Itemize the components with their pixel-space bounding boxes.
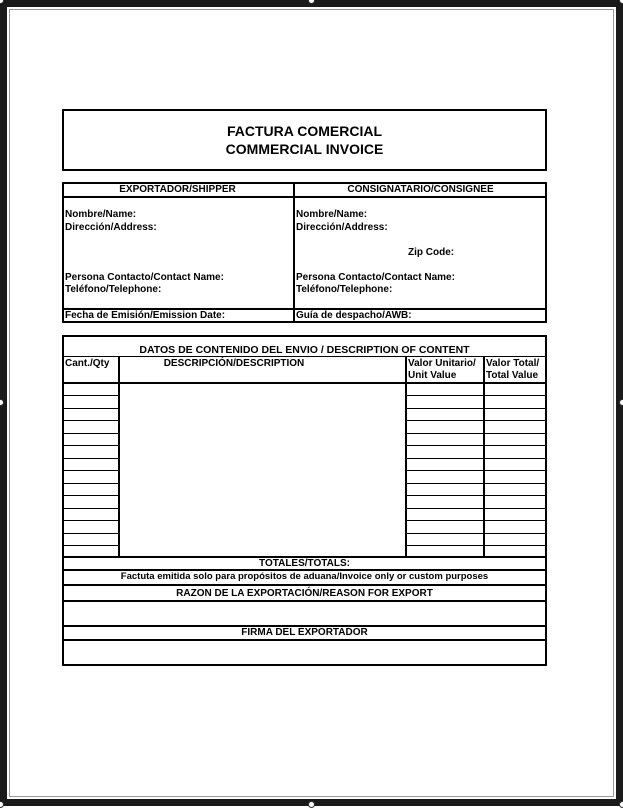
item-row-line xyxy=(405,520,483,521)
item-row-line xyxy=(483,408,547,409)
item-row-line xyxy=(405,508,483,509)
item-row-line xyxy=(483,520,547,521)
item-row-line xyxy=(405,420,483,421)
title-line-2: COMMERCIAL INVOICE xyxy=(225,141,384,157)
item-row-line xyxy=(62,420,118,421)
consignee-phone-label: Teléfono/Telephone: xyxy=(296,284,393,295)
item-row-line xyxy=(405,545,483,546)
emission-date-label: Fecha de Emisión/Emission Date: xyxy=(65,310,226,321)
item-row-line xyxy=(483,470,547,471)
item-row-line xyxy=(405,408,483,409)
item-row-line xyxy=(483,495,547,496)
item-row-line xyxy=(62,408,118,409)
signature-header: FIRMA DEL EXPORTADOR xyxy=(241,627,368,638)
item-row-line xyxy=(483,545,547,546)
item-row-line xyxy=(483,508,547,509)
parties-header-divider xyxy=(62,196,547,198)
item-row-line xyxy=(405,445,483,446)
item-row-line xyxy=(62,533,118,534)
shipper-contact-label: Persona Contacto/Contact Name: xyxy=(65,272,224,283)
content-box xyxy=(62,335,547,666)
item-row-line xyxy=(483,420,547,421)
unit-value-column-header-line2: Unit Value xyxy=(408,370,457,381)
total-value-column-header-line1: Valor Total/ xyxy=(486,358,540,369)
parties-column-divider xyxy=(293,182,295,323)
item-row-line xyxy=(483,433,547,434)
columns-header-bottom-line xyxy=(62,382,547,384)
reason-header: RAZON DE LA EXPORTACIÓN/REASON FOR EXPORT xyxy=(176,588,433,599)
reason-top-line xyxy=(62,584,547,586)
description-unit-divider xyxy=(405,356,407,557)
content-header: DATOS DE CONTENIDO DEL ENVIO / DESCRIPTION OF CONTENT xyxy=(139,344,470,356)
parties-box xyxy=(62,182,547,323)
qty-column-header: Cant./Qty xyxy=(65,358,110,369)
item-row-line xyxy=(405,533,483,534)
unit-total-divider xyxy=(483,356,485,557)
consignee-name-label: Nombre/Name: xyxy=(296,209,368,220)
item-row-line xyxy=(62,483,118,484)
shipper-name-label: Nombre/Name: xyxy=(65,209,137,220)
qty-description-divider xyxy=(118,356,120,557)
shipper-header: EXPORTADOR/SHIPPER xyxy=(119,184,236,195)
item-row-line xyxy=(405,395,483,396)
columns-top-line xyxy=(62,356,547,357)
customs-note: Factuta emitida solo para propósitos de aduana/Invoice only or custom purposes xyxy=(120,571,489,582)
signature-header-bottom-line xyxy=(62,639,547,641)
item-row-line xyxy=(483,445,547,446)
reason-header-bottom-line xyxy=(62,600,547,602)
description-column-header: DESCRIPCIÓN/DESCRIPTION xyxy=(163,358,305,369)
item-row-line xyxy=(483,483,547,484)
unit-value-column-header-line1: Valor Unitario/ xyxy=(408,358,476,369)
item-row-line xyxy=(405,458,483,459)
item-row-line xyxy=(62,545,118,546)
item-row-line xyxy=(62,470,118,471)
item-row-line xyxy=(62,508,118,509)
shipper-address-label: Dirección/Address: xyxy=(65,222,157,233)
item-row-line xyxy=(405,433,483,434)
item-row-line xyxy=(483,395,547,396)
item-row-line xyxy=(62,395,118,396)
shipper-phone-label: Teléfono/Telephone: xyxy=(65,284,162,295)
item-row-line xyxy=(62,495,118,496)
item-row-line xyxy=(405,495,483,496)
totals-label: TOTALES/TOTALS: xyxy=(259,558,350,569)
zip-code-label: Zip Code: xyxy=(408,247,455,258)
total-value-column-header-line2: Total Value xyxy=(486,370,539,381)
item-row-line xyxy=(62,458,118,459)
item-row-line xyxy=(483,533,547,534)
item-row-line xyxy=(483,458,547,459)
item-row-line xyxy=(405,470,483,471)
awb-label: Guía de despacho/AWB: xyxy=(296,310,412,321)
title-line-1: FACTURA COMERCIAL xyxy=(226,123,383,139)
consignee-contact-label: Persona Contacto/Contact Name: xyxy=(296,272,455,283)
item-row-line xyxy=(405,483,483,484)
item-row-line xyxy=(62,433,118,434)
item-row-line xyxy=(62,445,118,446)
consignee-header: CONSIGNATARIO/CONSIGNEE xyxy=(347,184,494,195)
item-row-line xyxy=(62,520,118,521)
consignee-address-label: Dirección/Address: xyxy=(296,222,388,233)
